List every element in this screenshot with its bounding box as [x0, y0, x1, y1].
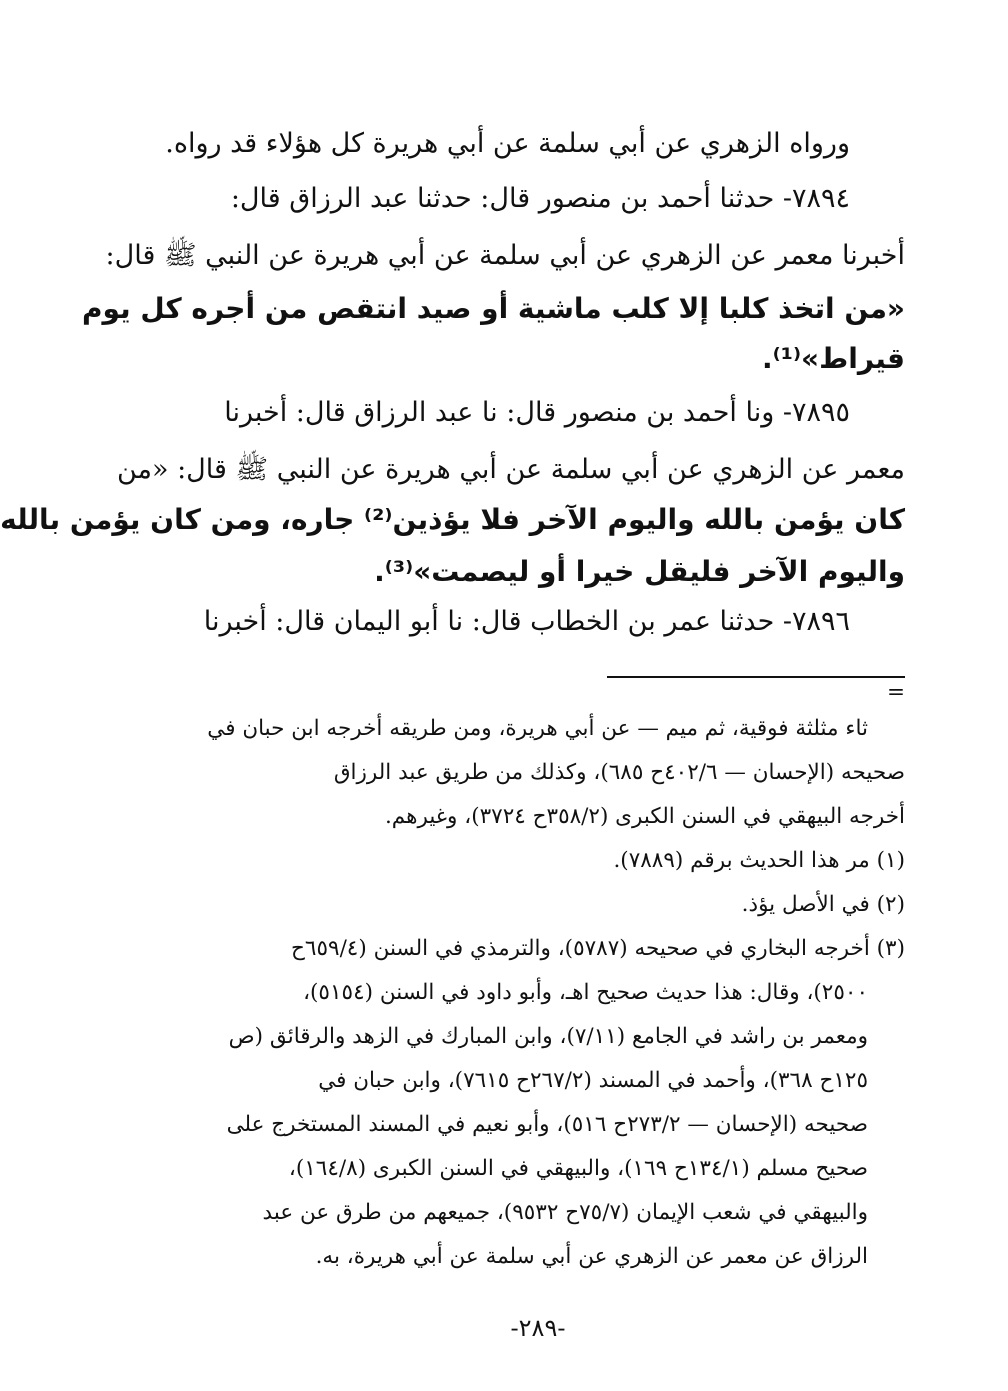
main-text-line: ورواه الزهري عن أبي سلمة عن أبي هريرة كل هؤلاء قد رواه. — [165, 128, 850, 159]
main-text-line: واليوم الآخر فليقل خيرا أو ليصمت»⁽³⁾. — [374, 555, 905, 588]
footnote-line: الرزاق عن معمر عن الزهري عن أبي سلمة عن أبي هريرة، به. — [315, 1244, 868, 1269]
main-text-line: «من اتخذ كلبا إلا كلب ماشية أو صيد انتقص من أجره كل يوم — [82, 292, 905, 325]
main-text-line: قيراط»⁽¹⁾. — [762, 342, 905, 375]
footnote-line: صحيح مسلم (١٣٤/١ح ١٦٩)، والبيهقي في السنن الكبرى (١٦٤/٨)، — [288, 1156, 868, 1181]
footnote-line: أخرجه البيهقي في السنن الكبرى (٣٥٨/٢ح ٣٧٢٤)، وغيرهم. — [384, 804, 905, 829]
main-text-line: ٧٨٩٤- حدثنا أحمد بن منصور قال: حدثنا عبد الرزاق قال: — [230, 183, 850, 214]
footnote-line: ومعمر بن راشد في الجامع (٧/١١)، وابن المبارك في الزهد والرقائق (ص — [228, 1024, 868, 1049]
footnote-separator — [607, 676, 905, 678]
footnote-line: ثاء مثلثة فوقية، ثم ميم — عن أبي هريرة، ومن طريقه أخرجه ابن حبان في — [207, 716, 868, 741]
footnote-line: ٢٥٠٠)، وقال: هذا حديث صحيح اهـ، وأبو داود في السنن (٥١٥٤)، — [303, 980, 868, 1005]
page-number: -٢٨٩- — [510, 1314, 566, 1342]
footnote-line: (٣) أخرجه البخاري في صحيحه (٥٧٨٧)، والترمذي في السنن (٦٥٩/٤ح — [291, 936, 905, 961]
footnote-line: والبيهقي في شعب الإيمان (٧٥/٧ح ٩٥٣٢)، جميعهم من طرق عن عبد — [262, 1200, 868, 1225]
footnote-line: صحيحه (الإحسان — ٤٠٢/٦ح ٦٨٥)، وكذلك من طريق عبد الرزاق — [333, 760, 905, 785]
footnote-line: = — [886, 680, 905, 705]
footnote-line: ١٢٥ح ٣٦٨)، وأحمد في المسند (٢٦٧/٢ح ٧٦١٥)، وابن حبان في — [318, 1068, 868, 1093]
main-text-line: أخبرنا معمر عن الزهري عن أبي سلمة عن أبي هريرة عن النبي ﷺ قال: — [105, 240, 905, 271]
main-text-line: ٧٨٩٥- ونا أحمد بن منصور قال: نا عبد الرزاق قال: أخبرنا — [224, 397, 850, 428]
footnote-line: (٢) في الأصل يؤذ. — [741, 892, 905, 917]
main-text-line: كان يؤمن بالله واليوم الآخر فلا يؤذين⁽²⁾ جاره، ومن كان يؤمن بالله — [0, 503, 905, 536]
footnote-line: صحيحه (الإحسان — ٢٧٣/٢ح ٥١٦)، وأبو نعيم في المسند المستخرج على — [226, 1112, 868, 1137]
main-text-line: معمر عن الزهري عن أبي سلمة عن أبي هريرة عن النبي ﷺ قال: «من — [116, 454, 905, 485]
main-text-line: ٧٨٩٦- حدثنا عمر بن الخطاب قال: نا أبو اليمان قال: أخبرنا — [203, 606, 850, 637]
footnote-line: (١) مر هذا الحديث برقم (٧٨٨٩). — [613, 848, 905, 873]
